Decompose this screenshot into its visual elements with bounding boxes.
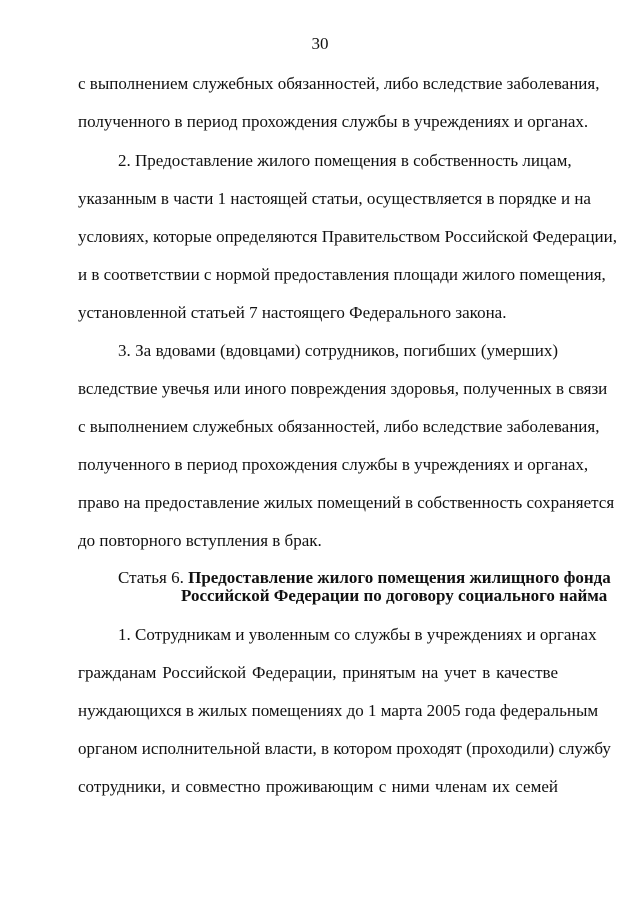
article-title-line2: Российской Федерации по договору социального найма: [181, 586, 608, 605]
article-heading: [118, 568, 611, 588]
article-heading-line2: [181, 586, 607, 606]
paragraph-line: установленной статьей 7 настоящего Федерального закона.: [78, 303, 507, 322]
page-number: 30: [311, 34, 329, 53]
paragraph-line: сотрудники, и совместно проживающим с ними членам их семей: [78, 777, 558, 796]
paragraph-line: 1. Сотрудникам и уволенным со службы в учреждениях и органах: [118, 625, 597, 644]
paragraph-line: и в соответствии с нормой предоставления площади жилого помещения,: [78, 265, 606, 284]
article-label: Статья 6.: [118, 568, 184, 587]
paragraph-line: с выполнением служебных обязанностей, либо вследствие заболевания,: [78, 417, 600, 436]
paragraph-line: условиях, которые определяются Правительством Российской Федерации,: [78, 227, 618, 246]
paragraph-line: право на предоставление жилых помещений в собственность сохраняется: [78, 493, 615, 512]
paragraph-line: до повторного вступления в брак.: [78, 531, 322, 550]
paragraph-line: гражданам Российской Федерации, принятым на учет в качестве: [78, 663, 558, 682]
paragraph-line: полученного в период прохождения службы в учреждениях и органах,: [78, 455, 589, 474]
paragraph-line: с выполнением служебных обязанностей, либо вследствие заболевания,: [78, 74, 600, 93]
paragraph-line: полученного в период прохождения службы в учреждениях и органах.: [78, 112, 589, 131]
paragraph-line: нуждающихся в жилых помещениях до 1 марта 2005 года федеральным: [78, 701, 599, 720]
paragraph-line: органом исполнительной власти, в котором проходят (проходили) службу: [78, 739, 611, 758]
paragraph-line: вследствие увечья или иного повреждения здоровья, полученных в связи: [78, 379, 608, 398]
article-title-line1: Предоставление жилого помещения жилищного фонда: [188, 568, 611, 587]
paragraph-line: указанным в части 1 настоящей статьи, осуществляется в порядке и на: [78, 189, 591, 208]
paragraph-line: 3. За вдовами (вдовцами) сотрудников, погибших (умерших): [118, 341, 558, 360]
paragraph-line: 2. Предоставление жилого помещения в собственность лицам,: [118, 151, 572, 170]
